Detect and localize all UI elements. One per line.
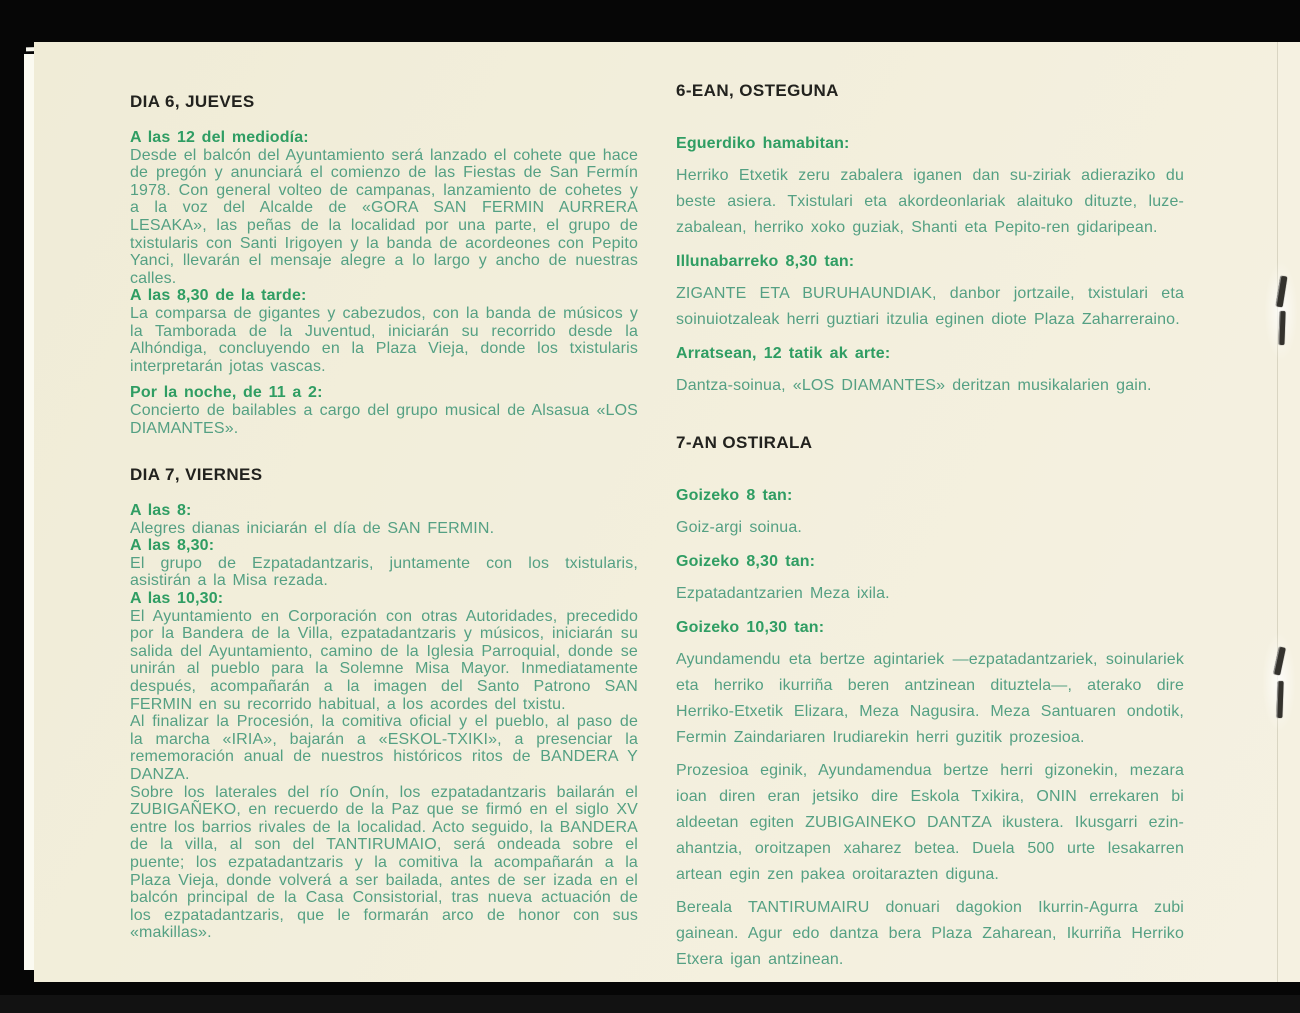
paragraph: Herriko Etxetik zeru zabalera iganen dan su-ziriak adieraziko du beste asiera. Txistulari eta akordeonlariak alaituko dituzte, luze-zabalean, herriko xoko guziak, Shanti eta Pepito-ren gidaripean. bbox=[676, 167, 1184, 236]
day-section bbox=[676, 433, 1184, 973]
paragraph: Ezpatadantzarien Meza ixila. bbox=[676, 585, 890, 602]
paragraph: Bereala TANTIRUMAIRU donuari dagokion Ikurrin-Agurra zubi gainean. Agur edo dantza bera Plaza Zaharean, Ikurriña Herriko Etxera igan antzinean. bbox=[676, 899, 1184, 968]
paragraph: Dantza-soinua, «LOS DIAMANTES» deritzan musikalarien gain. bbox=[676, 377, 1152, 394]
time-subhead: Goizeko 8 tan: bbox=[676, 487, 793, 504]
paragraph: Alegres dianas iniciarán el día de SAN FERMIN. bbox=[130, 519, 495, 537]
paragraph: Al finalizar la Procesión, la comitiva oficial y el pueblo, al paso de la marcha «IRIA», bajarán a «ESKOL-TXIKI», a presenciar la rememoración anual de nuestros históricos ritos de BANDERA Y DANZA. bbox=[130, 713, 638, 783]
staple bbox=[1278, 311, 1285, 345]
time-subhead: Eguerdiko hamabitan: bbox=[676, 135, 850, 152]
time-subhead: A las 8,30 de la tarde: bbox=[130, 287, 307, 305]
time-subhead: A las 8: bbox=[130, 502, 192, 520]
basque-column bbox=[676, 81, 1184, 980]
scan-bottom-shadow bbox=[0, 995, 1300, 1013]
time-subhead: A las 8,30: bbox=[130, 537, 215, 555]
paragraph: El Ayuntamiento en Corporación con otras Autoridades, precedido por la Bandera de la Villa, ezpatadantzaris y músicos, iniciarán su salida del Ayuntamiento, camino de la Iglesia Parroquial, donde se unirán al pueblo para la Solemne Misa Mayor. Inmediatamente después, acompañarán a la imagen del Santo Patrono SAN FERMIN en su recorrido habitual, a los acordes del txistu. bbox=[130, 607, 638, 713]
time-subhead: A las 10,30: bbox=[130, 590, 224, 608]
day-heading: DIA 6, JUEVES bbox=[130, 92, 255, 111]
day-section bbox=[130, 465, 638, 942]
time-subhead: Goizeko 8,30 tan: bbox=[676, 553, 816, 570]
paragraph: La comparsa de gigantes y cabezudos, con la banda de músicos y la Tamborada de la Juventud, iniciarán su recorrido desde la Alhóndiga, concluyendo en la Plaza Vieja, donde los txistularis interpretarán jotas vascas. bbox=[130, 304, 638, 375]
paragraph: Sobre los laterales del río Onín, los ezpatadantzaris bailarán el ZUBIGAÑEKO, en recuerdo de la Paz que se firmó en el siglo XV entre los barrios rivales de la localidad. Acto seguido, la BANDERA de la villa, al son del TANTIRUMAIO, será ondeada sobre el puente; los ezpatadantzaris y la comitiva la acompañarán a la Plaza Vieja, donde volverá a ser bailada, antes de ser izada en el balcón principal de la Casa Consistorial, tras nueva actuación de los ezpatadantzaris, que le formarán arco de honor con sus «makillas». bbox=[130, 783, 638, 942]
day-heading: 6-EAN, OSTEGUNA bbox=[676, 81, 839, 100]
paragraph: Concierto de bailables a cargo del grupo musical de Alsasua «LOS DIAMANTES». bbox=[130, 401, 638, 437]
page-fold-strip bbox=[1278, 42, 1300, 982]
paragraph: Desde el balcón del Ayuntamiento será lanzado el cohete que hace de pregón y anunciará el comienzo de las Fiestas de San Fermín 1978. Con general volteo de campanas, lanzamiento de cohetes y a la voz del Alcalde de «GORA SAN FERMIN AURRERA LESAKA», las peñas de la localidad por una parte, el grupo de txistularis con Santi Irigoyen y la banda de acordeones con Pepito Yanci, llevarán el mensaje alegre a lo largo y ancho de nuestras calles. bbox=[130, 146, 638, 287]
paragraph: El grupo de Ezpatadantzaris, juntamente con los txistularis, asistirán a la Misa rezada. bbox=[130, 554, 638, 590]
time-subhead: Illunabarreko 8,30 tan: bbox=[676, 253, 855, 270]
time-subhead: Goizeko 10,30 tan: bbox=[676, 619, 825, 636]
spanish-column bbox=[130, 92, 638, 942]
booklet-page bbox=[34, 42, 1300, 982]
time-subhead: Arratsean, 12 tatik ak arte: bbox=[676, 345, 891, 362]
paragraph: Goiz-argi soinua. bbox=[676, 519, 802, 536]
day-section bbox=[676, 81, 1184, 399]
time-subhead: A las 12 del mediodía: bbox=[130, 129, 309, 146]
staple bbox=[1276, 681, 1283, 718]
day-section bbox=[130, 92, 638, 437]
day-heading: DIA 7, VIERNES bbox=[130, 465, 263, 485]
time-subhead: Por la noche, de 11 a 2: bbox=[130, 384, 323, 402]
day-heading: 7-AN OSTIRALA bbox=[676, 433, 813, 452]
paragraph: ZIGANTE ETA BURUHAUNDIAK, danbor jortzaile, txistulari eta soinuiotzaleak herri guztiari itzulia eginen diote Plaza Zaharreraino. bbox=[676, 285, 1184, 328]
paragraph: Prozesioa eginik, Ayundamendua bertze herri gizonekin, mezara ioan diren eran jetsiko dire Eskola Txikira, ONIN errekaren bi aldeetan egiten ZUBIGAINEKO DANTZA ikustera. Ikusgarri ezin-ahantzia, oroitzapen xaharez betea. Duela 500 urte lesakarren artean egin zen pakea oroitarazten diguna. bbox=[676, 762, 1184, 883]
paragraph: Ayundamendu eta bertze agintariek —ezpatadantzariek, soinulariek eta herriko ikurriña beren antzinean dituztela—, aterako dire Herriko-Etxetik Elizara, Meza Nagusira. Meza Santuaren ondotik, Fermin Zaindariaren Irudiarekin herri guzitik prozesioa. bbox=[676, 651, 1184, 746]
page-fold-line bbox=[1277, 42, 1278, 982]
